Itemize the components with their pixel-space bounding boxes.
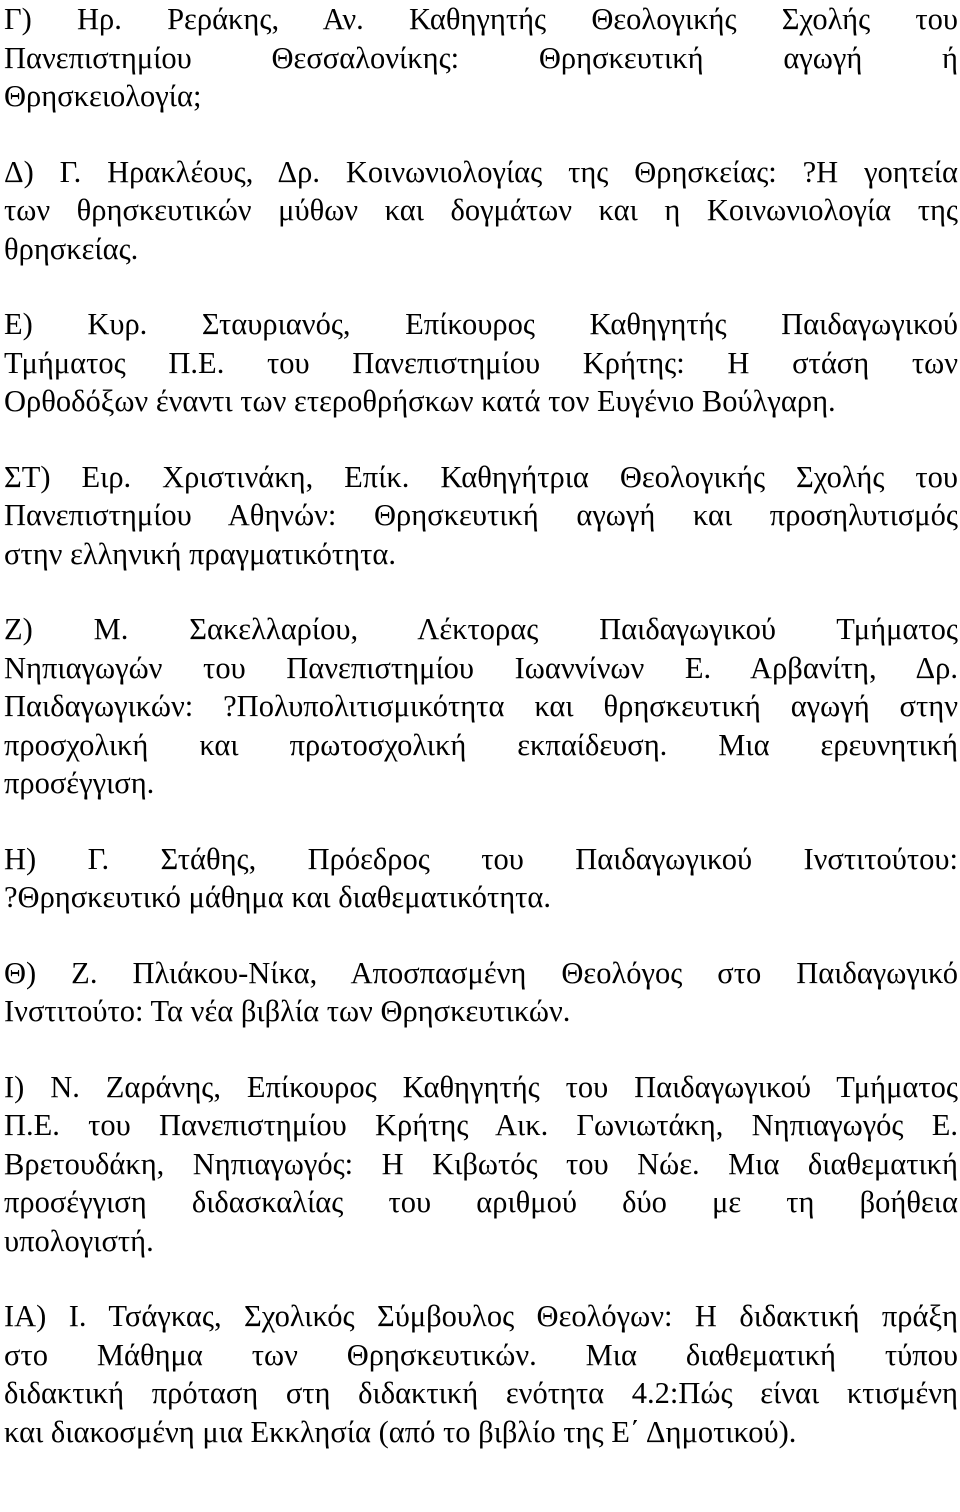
entry-gamma <box>4 0 958 116</box>
text-line: Θρησκειολογία; <box>4 79 202 113</box>
text-line: Παιδαγωγικών: ?Πολυπολιτισμικότητα και θρησκευτική αγωγή στην <box>4 689 958 723</box>
text-line: Πανεπιστημίου Θεσσαλονίκης: Θρησκευτική αγωγή ή <box>4 40 958 75</box>
text-line: Πανεπιστημίου Αθηνών: Θρησκευτική αγωγή και προσηλυτισμός <box>4 498 958 532</box>
text-line: Δ) Γ. Ηρακλέους, Δρ. Κοινωνιολογίας της Θρησκείας: ?Η γοητεία <box>4 154 958 189</box>
text-line: Ε) Κυρ. Σταυριανός, Επίκουρος Καθηγητής Παιδαγωγικού <box>4 307 958 341</box>
text-line: Π.Ε. του Πανεπιστημίου Κρήτης Αικ. Γωνιωτάκη, Νηπιαγωγός Ε. <box>4 1108 958 1142</box>
entry-eta <box>4 840 958 917</box>
paragraph-gap <box>4 573 958 610</box>
paragraph-gap <box>4 1260 958 1297</box>
text-line: Ινστιτούτο: Τα νέα βιβλία των Θρησκευτικών. <box>4 994 571 1028</box>
text-line: υπολογιστή. <box>4 1223 154 1258</box>
text-line: ?Θρησκευτικό μάθημα και διαθεματικότητα. <box>4 880 552 914</box>
entry-epsilon <box>4 305 958 421</box>
text-line: ΣΤ) Ειρ. Χριστινάκη, Επίκ. Καθηγήτρια Θεολογικής Σχολής του <box>4 459 958 494</box>
text-line: στην ελληνική πραγματικότητα. <box>4 536 396 571</box>
paragraph-gap <box>4 917 958 954</box>
text-line: προσέγγιση. <box>4 766 155 800</box>
paragraph-gap <box>4 116 958 153</box>
entry-stigma <box>4 458 958 574</box>
paragraph-gap <box>4 268 958 305</box>
entry-iota <box>4 1068 958 1261</box>
text-line: στο Μάθημα των Θρησκευτικών. Μια διαθεματική τύπου <box>4 1337 958 1372</box>
paragraph-gap <box>4 421 958 458</box>
paragraph-gap <box>4 803 958 840</box>
text-line: προσέγγιση διδασκαλίας του αριθμού δύο με τη βοήθεια <box>4 1185 958 1219</box>
text-line: Νηπιαγωγών του Πανεπιστημίου Ιωαννίνων Ε. Αρβανίτη, Δρ. <box>4 650 958 685</box>
text-line: Ι) Ν. Ζαράνης, Επίκουρος Καθηγητής του Παιδαγωγικού Τμήματος <box>4 1069 958 1104</box>
text-line: και διακοσμένη μια Εκκλησία (από το βιβλίο της Ε΄ Δημοτικού). <box>4 1414 797 1449</box>
text-line: των θρησκευτικών μύθων και δογμάτων και η Κοινωνιολογία της <box>4 193 958 227</box>
text-line: Ορθοδόξων έναντι των ετεροθρήσκων κατά τον Ευγένιο Βούλγαρη. <box>4 384 836 418</box>
paragraph-gap <box>4 1031 958 1068</box>
text-line: ΙΑ) Ι. Τσάγκας, Σχολικός Σύμβουλος Θεολόγων: Η διδακτική πράξη <box>4 1299 958 1333</box>
text-line: Η) Γ. Στάθης, Πρόεδρος του Παιδαγωγικού Ινστιτούτου: <box>4 841 958 876</box>
text-line: διδακτική πρόταση στη διδακτική ενότητα 4.2:Πώς είναι κτισμένη <box>4 1376 958 1410</box>
document-page <box>4 0 958 1451</box>
text-line: Θ) Ζ. Πλιάκου-Νίκα, Αποσπασμένη Θεολόγος στο Παιδαγωγικό <box>4 955 958 990</box>
text-line: Βρετουδάκη, Νηπιαγωγός: Η Κιβωτός του Νώε. Μια διαθεματική <box>4 1146 958 1181</box>
entry-theta <box>4 954 958 1031</box>
entry-iota-alpha <box>4 1297 958 1451</box>
text-line: προσχολική και πρωτοσχολική εκπαίδευση. Μια ερευνητική <box>4 727 958 762</box>
text-line: Γ) Ηρ. Ρεράκης, Αν. Καθηγητής Θεολογικής Σχολής του <box>4 2 958 36</box>
entry-zeta <box>4 610 958 803</box>
text-line: Τμήματος Π.Ε. του Πανεπιστημίου Κρήτης: Η στάση των <box>4 345 958 380</box>
text-line: θρησκείας. <box>4 231 139 266</box>
text-line: Ζ) Μ. Σακελλαρίου, Λέκτορας Παιδαγωγικού Τμήματος <box>4 612 958 646</box>
entry-delta <box>4 153 958 269</box>
